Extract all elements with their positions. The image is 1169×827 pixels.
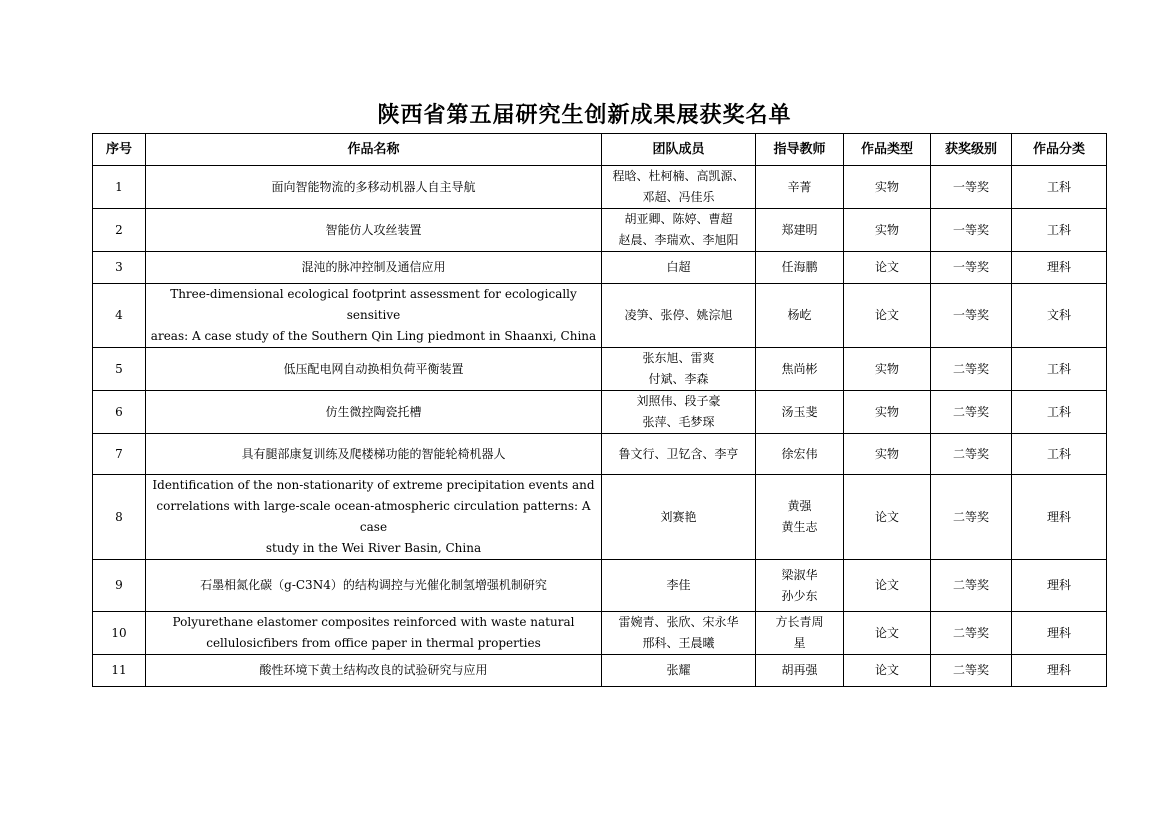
cell-no: 3 [93, 252, 146, 284]
header-advisor: 指导教师 [756, 134, 844, 166]
cell-team [602, 612, 756, 655]
cell-level: 二等奖 [931, 560, 1012, 612]
cell-name-line: 石墨相氮化碳（g-C3N4）的结构调控与光催化制氢增强机制研究 [200, 578, 547, 592]
cell-advisor [756, 166, 844, 209]
cell-advisor-line: 方长青周 [775, 615, 824, 629]
cell-category: 工科 [1012, 209, 1107, 252]
cell-advisor-line: 星 [793, 636, 806, 650]
cell-level: 一等奖 [931, 166, 1012, 209]
cell-advisor [756, 475, 844, 560]
cell-name-line: Three-dimensional ecological footprint assessment for ecologically sensitive [170, 287, 577, 322]
cell-level: 二等奖 [931, 655, 1012, 687]
cell-level: 一等奖 [931, 209, 1012, 252]
cell-category: 理科 [1012, 560, 1107, 612]
cell-name-line: study in the Wei River Basin, China [265, 541, 482, 555]
cell-advisor [756, 612, 844, 655]
cell-type: 实物 [844, 348, 931, 391]
cell-name [146, 434, 602, 475]
cell-name-line: Identification of the non-stationarity of extreme precipitation events and [152, 478, 595, 492]
table-row [93, 434, 1107, 475]
cell-name-line: Polyurethane elastomer composites reinforced with waste natural [172, 615, 575, 629]
cell-type: 实物 [844, 434, 931, 475]
cell-advisor-line: 郑建明 [781, 222, 818, 237]
cell-no: 4 [93, 284, 146, 348]
header-category: 作品分类 [1012, 134, 1107, 166]
cell-level: 一等奖 [931, 284, 1012, 348]
cell-no: 5 [93, 348, 146, 391]
cell-name-line: 混沌的脉冲控制及通信应用 [301, 260, 446, 274]
cell-type: 实物 [844, 209, 931, 252]
table-row [93, 612, 1107, 655]
cell-team [602, 475, 756, 560]
cell-team [602, 348, 756, 391]
cell-name-line: 仿生微控陶瓷托槽 [325, 404, 422, 419]
cell-name [146, 560, 602, 612]
table-row [93, 475, 1107, 560]
cell-no: 2 [93, 209, 146, 252]
table-row [93, 391, 1107, 434]
cell-advisor [756, 284, 844, 348]
cell-advisor [756, 434, 844, 475]
cell-advisor-line: 焦尚彬 [781, 361, 818, 376]
cell-no: 11 [93, 655, 146, 687]
cell-category: 工科 [1012, 391, 1107, 434]
table-row [93, 252, 1107, 284]
cell-type: 论文 [844, 252, 931, 284]
header-team: 团队成员 [602, 134, 756, 166]
cell-advisor [756, 560, 844, 612]
cell-name [146, 475, 602, 560]
table-row [93, 655, 1107, 687]
cell-level: 二等奖 [931, 475, 1012, 560]
cell-team-line: 刘赛艳 [660, 509, 697, 524]
cell-advisor-line: 梁淑华 [781, 567, 818, 582]
cell-team-line: 邢科、王晨曦 [642, 636, 715, 650]
table-row [93, 209, 1107, 252]
cell-name-line: 智能仿人攻丝装置 [325, 222, 422, 237]
cell-name-line: correlations with large-scale ocean-atmospheric circulation patterns: A case [156, 499, 591, 534]
cell-team-line: 白超 [666, 260, 691, 274]
cell-advisor-line: 胡再强 [781, 663, 818, 677]
cell-advisor [756, 391, 844, 434]
cell-category: 工科 [1012, 166, 1107, 209]
cell-name [146, 284, 602, 348]
header-type: 作品类型 [844, 134, 931, 166]
cell-level: 一等奖 [931, 252, 1012, 284]
cell-type: 实物 [844, 166, 931, 209]
cell-name [146, 209, 602, 252]
cell-team [602, 166, 756, 209]
cell-team [602, 391, 756, 434]
cell-no: 6 [93, 391, 146, 434]
cell-name [146, 252, 602, 284]
cell-advisor-line: 任海鹏 [781, 260, 818, 274]
cell-level: 二等奖 [931, 434, 1012, 475]
cell-advisor-line: 杨屹 [787, 308, 812, 322]
cell-advisor-line: 黄强 [787, 499, 812, 513]
table-row [93, 166, 1107, 209]
cell-team [602, 209, 756, 252]
cell-type: 论文 [844, 284, 931, 348]
cell-advisor [756, 209, 844, 252]
cell-name-line: areas: A case study of the Southern Qin Ling piedmont in Shaanxi, China [150, 329, 597, 343]
awards-table [92, 133, 1107, 687]
cell-team [602, 655, 756, 687]
cell-advisor-line: 黄生志 [781, 520, 818, 534]
cell-no: 9 [93, 560, 146, 612]
page-title: 陕西省第五届研究生创新成果展获奖名单 [377, 103, 792, 128]
cell-team-line: 雷婉青、张欣、宋永华 [618, 615, 739, 629]
cell-name [146, 391, 602, 434]
cell-category: 工科 [1012, 348, 1107, 391]
cell-name-line: cellulosicfibers from office paper in thermal properties [206, 636, 541, 650]
cell-team-line: 鲁文行、卫钇含、李亨 [618, 446, 739, 461]
cell-name [146, 348, 602, 391]
cell-level: 二等奖 [931, 612, 1012, 655]
cell-type: 论文 [844, 655, 931, 687]
cell-no: 10 [93, 612, 146, 655]
cell-category: 理科 [1012, 612, 1107, 655]
cell-team-line: 张东旭、雷爽 [642, 351, 715, 365]
cell-type: 论文 [844, 475, 931, 560]
cell-team [602, 284, 756, 348]
header-level: 获奖级别 [931, 134, 1012, 166]
cell-name [146, 166, 602, 209]
cell-team [602, 560, 756, 612]
cell-name-line: 面向智能物流的多移动机器人自主导航 [271, 179, 476, 194]
cell-advisor-line: 辛菁 [787, 179, 812, 194]
cell-team-line: 程晗、杜柯楠、高凯源、 [612, 169, 745, 183]
cell-no: 7 [93, 434, 146, 475]
cell-advisor-line: 汤玉斐 [781, 404, 818, 419]
cell-type: 论文 [844, 612, 931, 655]
cell-name [146, 612, 602, 655]
cell-type: 实物 [844, 391, 931, 434]
cell-level: 二等奖 [931, 391, 1012, 434]
cell-team-line: 张耀 [666, 663, 691, 677]
cell-team-line: 胡亚卿、陈婷、曹超 [624, 212, 733, 226]
cell-category: 工科 [1012, 434, 1107, 475]
table-row [93, 284, 1107, 348]
cell-category: 理科 [1012, 252, 1107, 284]
cell-advisor [756, 252, 844, 284]
cell-team-line: 邓超、冯佳乐 [642, 190, 715, 204]
table-row [93, 560, 1107, 612]
cell-category: 理科 [1012, 655, 1107, 687]
cell-category: 文科 [1012, 284, 1107, 348]
cell-no: 1 [93, 166, 146, 209]
header-row [93, 134, 1107, 166]
table-row [93, 348, 1107, 391]
header-no: 序号 [93, 134, 146, 166]
cell-team-line: 李佳 [666, 578, 691, 592]
cell-advisor-line: 徐宏伟 [781, 446, 818, 461]
cell-name-line: 具有腿部康复训练及爬楼梯功能的智能轮椅机器人 [241, 446, 506, 461]
cell-name [146, 655, 602, 687]
cell-team-line: 张萍、毛梦琛 [642, 415, 715, 429]
cell-advisor [756, 655, 844, 687]
cell-no: 8 [93, 475, 146, 560]
cell-name-line: 低压配电网自动换相负荷平衡装置 [283, 361, 464, 376]
header-name: 作品名称 [146, 134, 602, 166]
cell-advisor [756, 348, 844, 391]
cell-type: 论文 [844, 560, 931, 612]
cell-team-line: 凌笋、张停、姚淙旭 [624, 308, 733, 322]
cell-category: 理科 [1012, 475, 1107, 560]
cell-team [602, 434, 756, 475]
cell-team-line: 付斌、李森 [648, 372, 709, 386]
cell-level: 二等奖 [931, 348, 1012, 391]
cell-team [602, 252, 756, 284]
cell-name-line: 酸性环境下黄土结构改良的试验研究与应用 [259, 663, 488, 677]
cell-team-line: 赵晨、李瑞欢、李旭阳 [618, 233, 739, 247]
cell-advisor-line: 孙少东 [781, 588, 818, 603]
cell-team-line: 刘照伟、段子豪 [636, 394, 721, 408]
